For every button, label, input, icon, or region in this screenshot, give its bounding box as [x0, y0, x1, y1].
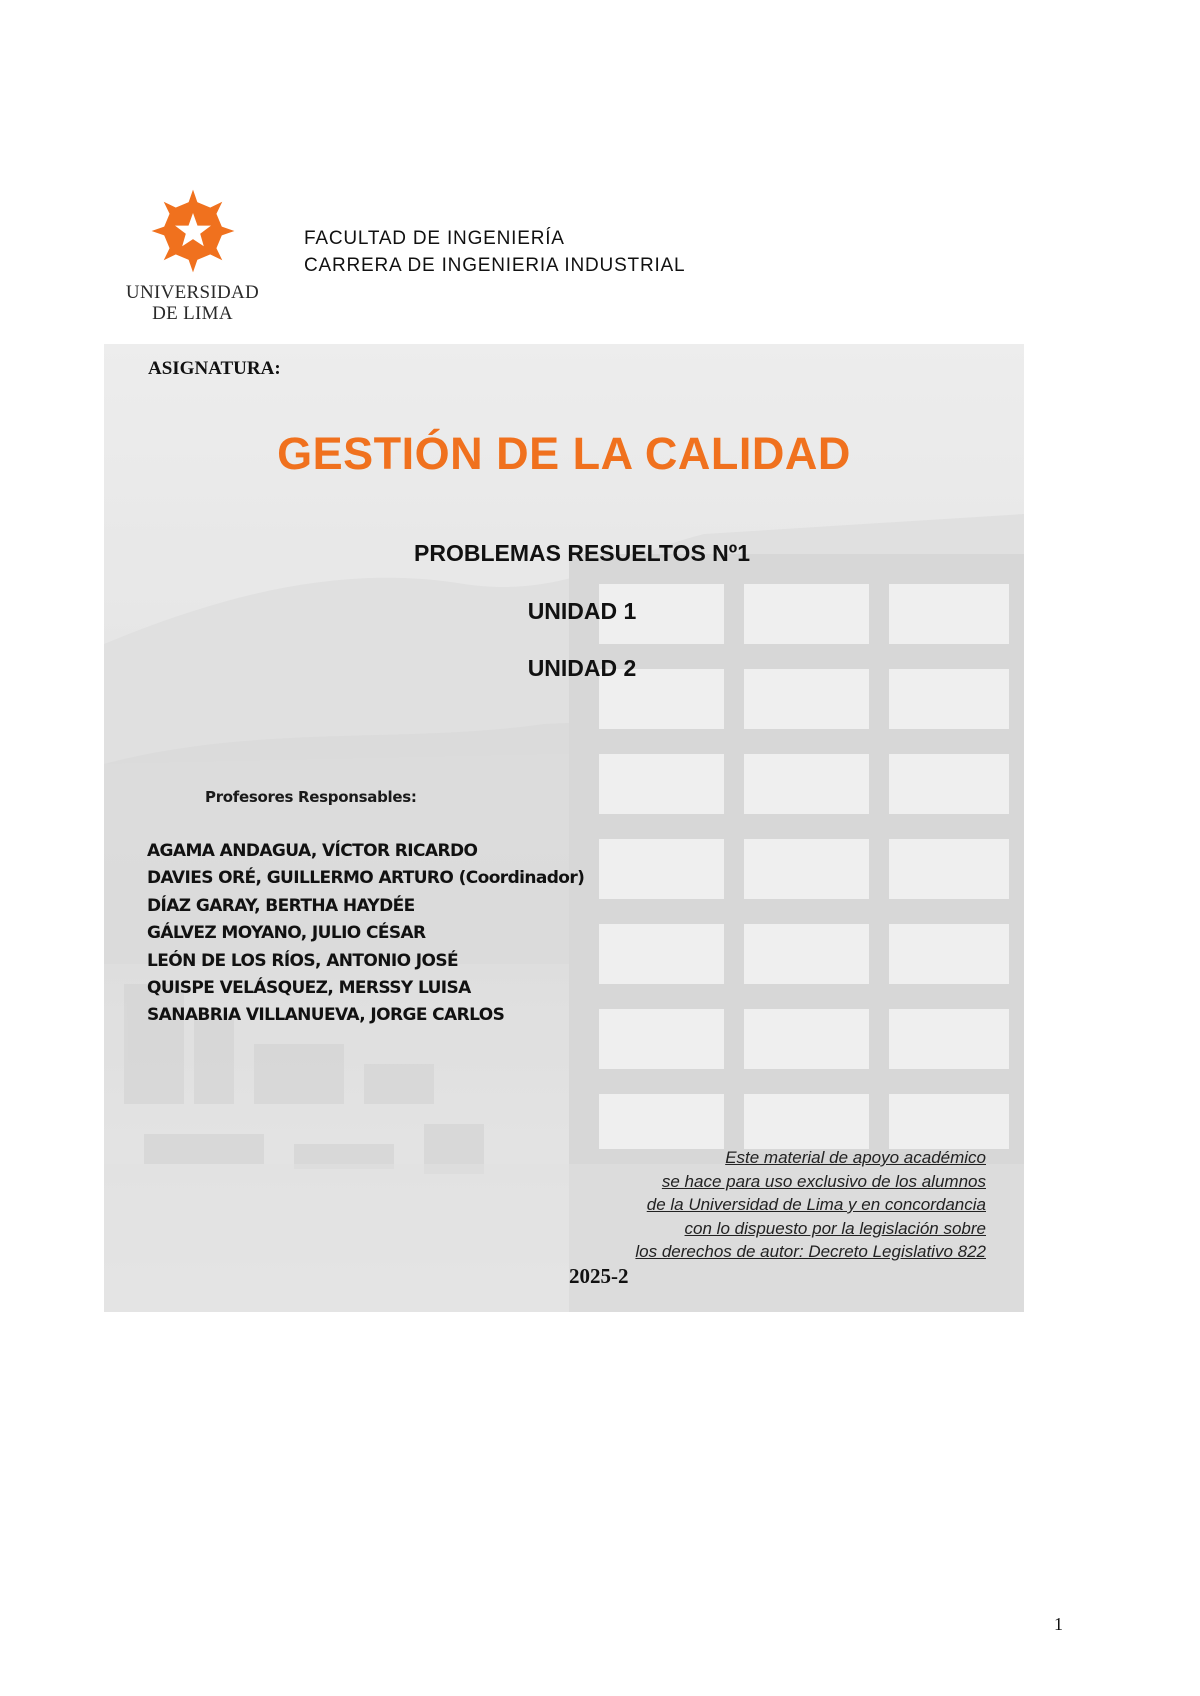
career-name: CARRERA DE INGENIERIA INDUSTRIAL [304, 255, 686, 276]
page-number: 1 [1054, 1614, 1063, 1634]
disclaimer-line: de la Universidad de Lima y en concordancia [646, 1195, 986, 1214]
disclaimer-line: se hace para uso exclusivo de los alumnos [661, 1171, 986, 1191]
professor-name: DAVIES ORÉ, GUILLERMO ARTURO (Coordinador) [147, 868, 585, 889]
professor-name: AGAMA ANDAGUA, VÍCTOR RICARDO [147, 841, 478, 861]
unit-2-label: UNIDAD 2 [527, 655, 637, 681]
disclaimer-line: los derechos de autor: Decreto Legislativo 822 [635, 1242, 986, 1261]
subject-label: ASIGNATURA: [148, 358, 281, 379]
faculty-name: FACULTAD DE INGENIERÍA [304, 228, 565, 249]
logo-line-1: UNIVERSIDAD [125, 282, 260, 303]
professor-name: SANABRIA VILLANUEVA, JORGE CARLOS [147, 1005, 505, 1026]
university-star-logo-icon [148, 186, 238, 276]
document-subtitle: PROBLEMAS RESUELTOS Nº1 [414, 540, 750, 566]
academic-term: 2025-2 [569, 1264, 629, 1288]
copyright-disclaimer [526, 1146, 986, 1264]
professors-list [147, 838, 584, 1030]
logo-line-2: DE LIMA [152, 303, 233, 324]
professor-name: GÁLVEZ MOYANO, JULIO CÉSAR [147, 923, 426, 944]
professor-name: DÍAZ GARAY, BERTHA HAYDÉE [147, 895, 415, 916]
professors-label: Profesores Responsables: [205, 788, 417, 806]
cover-panel [104, 344, 1024, 1312]
university-logo [120, 186, 265, 326]
subject-title: GESTIÓN DE LA CALIDAD [277, 428, 851, 479]
university-logo-text [120, 282, 265, 324]
faculty-header [304, 225, 685, 279]
professor-name: QUISPE VELÁSQUEZ, MERSSY LUISA [147, 978, 471, 999]
disclaimer-line: Este material de apoyo académico [725, 1148, 986, 1167]
disclaimer-line: con lo dispuesto por la legislación sobre [684, 1218, 986, 1238]
unit-1-label: UNIDAD 1 [527, 598, 637, 624]
professor-name: LEÓN DE LOS RÍOS, ANTONIO JOSÉ [147, 950, 459, 971]
